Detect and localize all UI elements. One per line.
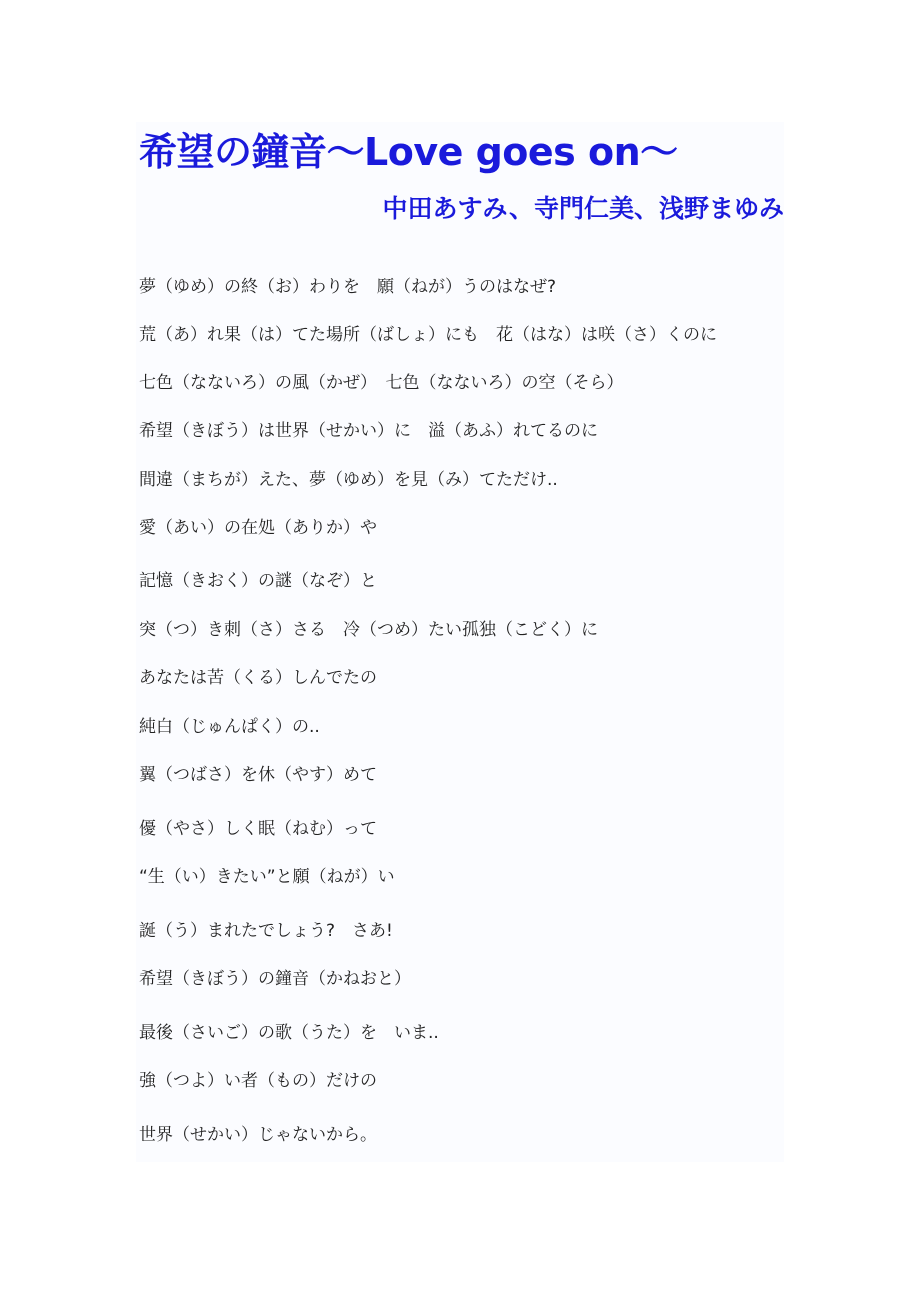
lyric-line: 七色（なないろ）の風（かぜ） 七色（なないろ）の空（そら） (139, 373, 624, 393)
lyric-line: 荒（あ）れ果（は）てた場所（ばしょ）にも 花（はな）は咲（さ）くのに (139, 325, 717, 345)
lyric-line: “生（い）きたい”と願（ねが）い (139, 867, 395, 887)
lyric-line: 誕（う）まれたでしょう? さあ! (139, 921, 393, 941)
lyric-line: 優（やさ）しく眠（ねむ）って (139, 819, 377, 839)
lyric-line: 間違（まちが）えた、夢（ゆめ）を見（み）てただけ.. (139, 470, 558, 490)
song-artists: 中田あすみ、寺門仁美、浅野まゆみ (382, 194, 784, 223)
lyric-line: 突（つ）き刺（さ）さる 冷（つめ）たい孤独（こどく）に (139, 620, 598, 640)
lyric-line: 記憶（きおく）の謎（なぞ）と (139, 571, 377, 591)
song-title: 希望の鐘音～Love goes on～ (139, 130, 678, 174)
lyric-line: 最後（さいご）の歌（うた）を いま.. (139, 1023, 439, 1043)
lyric-line: 愛（あい）の在処（ありか）や (139, 518, 377, 538)
lyric-line: あなたは苦（くる）しんでたの (139, 668, 377, 688)
lyric-line: 夢（ゆめ）の終（お）わりを 願（ねが）うのはなぜ? (139, 277, 557, 297)
lyric-line: 翼（つばさ）を休（やす）めて (139, 765, 377, 785)
lyric-line: 強（つよ）い者（もの）だけの (139, 1071, 377, 1091)
lyric-line: 希望（きぼう）の鐘音（かねおと） (139, 969, 411, 989)
lyric-line: 世界（せかい）じゃないから。 (139, 1125, 377, 1145)
lyric-line: 希望（きぼう）は世界（せかい）に 溢（あふ）れてるのに (139, 421, 598, 441)
lyric-line: 純白（じゅんぱく）の.. (139, 717, 320, 737)
